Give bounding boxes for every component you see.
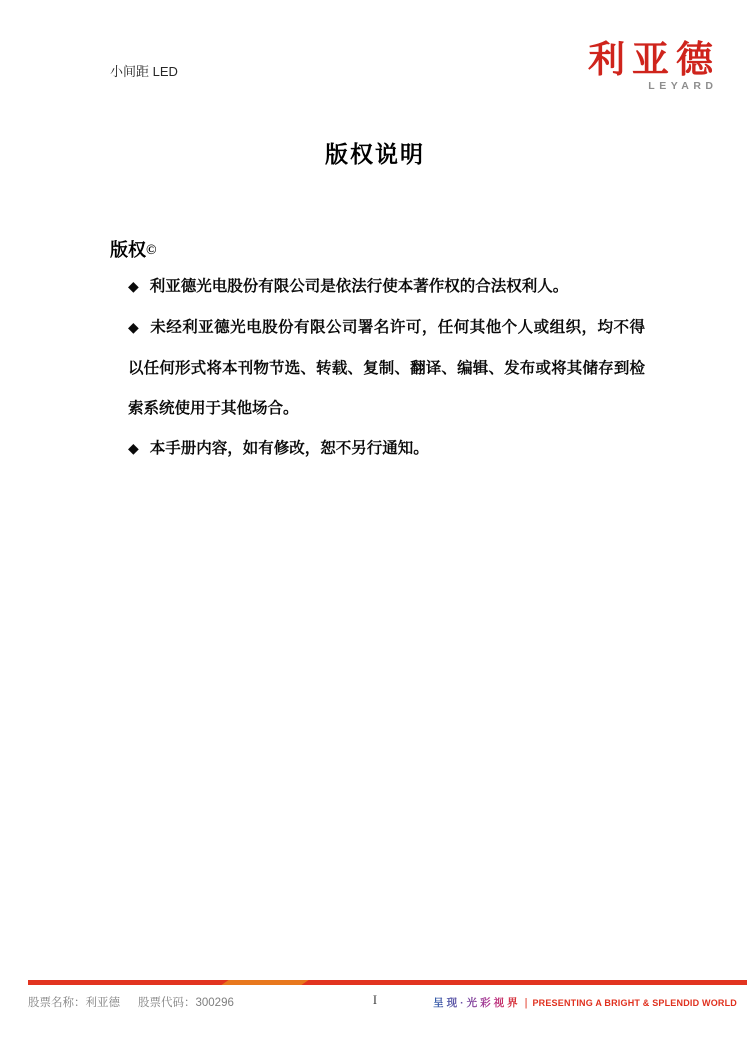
copyright-heading-text: 版权 bbox=[110, 240, 146, 260]
diamond-bullet-icon: ◆ bbox=[128, 442, 139, 457]
bullet-text: 利亚德光电股份有限公司是依法行使本著作权的合法权利人。 bbox=[149, 278, 569, 295]
stock-name-label: 股票名称：利亚德 bbox=[28, 997, 120, 1009]
stock-code-label: 股票代码：300296 bbox=[138, 997, 234, 1009]
footer-accent-bar bbox=[28, 980, 747, 985]
list-item bbox=[128, 308, 645, 429]
footer-accent-bar-orange-segment bbox=[221, 980, 308, 985]
copyright-heading bbox=[110, 236, 156, 262]
product-line-label: 小间距 LED bbox=[110, 64, 178, 79]
brand-slogan bbox=[433, 995, 737, 1010]
list-item bbox=[128, 267, 645, 308]
slogan-divider: | bbox=[524, 996, 528, 1009]
footer bbox=[0, 992, 750, 1010]
diamond-bullet-icon: ◆ bbox=[128, 280, 139, 295]
page-title: 版权说明 bbox=[325, 142, 425, 167]
leyard-logo bbox=[588, 39, 720, 92]
bullet-text: 未经利亚德光电股份有限公司署名许可，任何其他个人或组织，均不得以任何形式将本刊物节选、转载、复制、翻译、编辑、发布或将其储存到检索系统使用于其他场合。 bbox=[128, 319, 645, 417]
page-number: I bbox=[372, 993, 378, 1007]
bullet-text: 本手册内容，如有修改，恕不另行通知。 bbox=[149, 440, 429, 457]
copyright-bullet-list bbox=[128, 267, 645, 470]
slogan-en: PRESENTING A BRIGHT & SPLENDID WORLD bbox=[532, 997, 737, 1008]
diamond-bullet-icon: ◆ bbox=[128, 321, 140, 336]
logo-brand-en: LEYARD bbox=[648, 80, 718, 92]
copyright-symbol: © bbox=[146, 243, 157, 258]
slogan-cn: 呈现·光彩视界 bbox=[433, 997, 521, 1009]
logo-brand-cn: 利亚德 bbox=[588, 39, 720, 80]
list-item bbox=[128, 429, 645, 470]
